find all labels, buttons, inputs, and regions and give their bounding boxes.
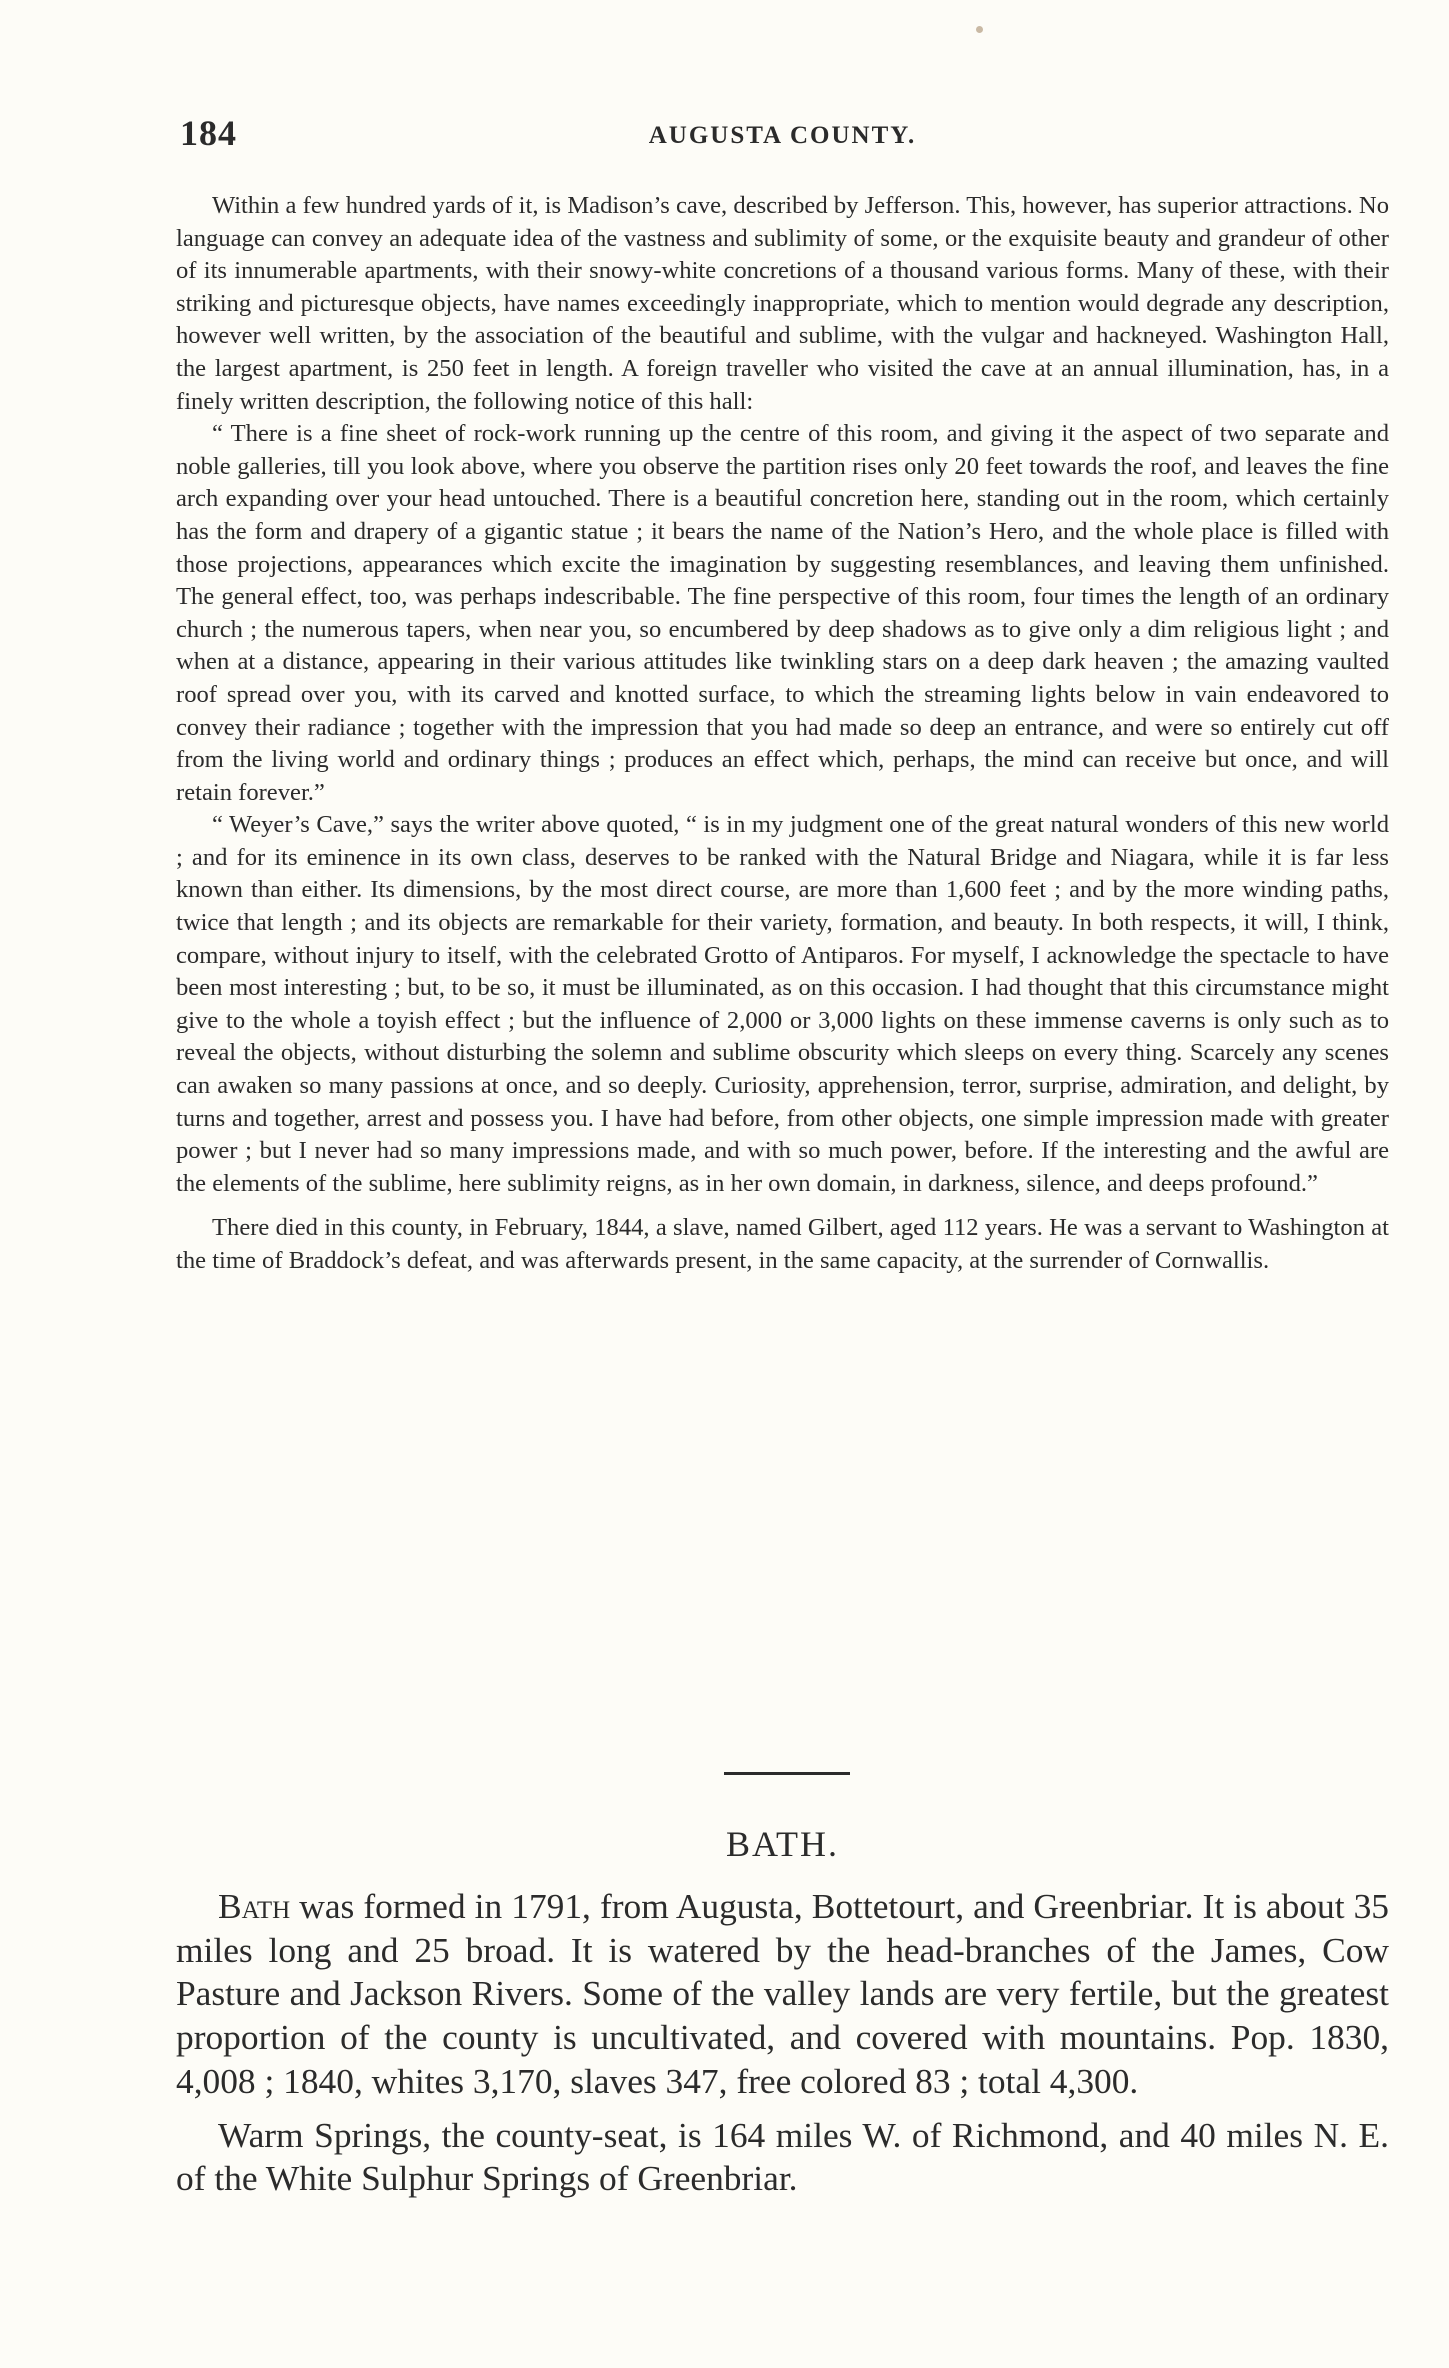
madison-cave-paragraph: Within a few hundred yards of it, is Madison’s cave, described by Jefferson. This, however, has superior attractions. No language can convey an adequate idea of the vastness and sublimity of some, or the exquisite beauty and grandeur of other of its innumerable apartments, with their snowy-white concretions of a thousand various forms. Many of these, with their striking and picturesque objects, have names exceedingly inappropriate, which to mention would degrade any description, however well written, by the association of the beautiful and sublime, with the vulgar and hackneyed. Washington Hall, the largest apartment, is 250 feet in length. A foreign traveller who visited the cave at an annual illumination, has, in a finely written description, the following notice of this hall: xyxy=(176,192,1389,415)
bath-section xyxy=(176,1885,1389,2201)
augusta-section xyxy=(176,190,1389,1278)
bath-formation-text: was formed in 1791, from Augusta, Bottetourt, and Greenbriar. It is about 35 miles long and 25 broad. It is watered by the head-branches of the James, Cow Pasture and Jackson Rivers. Some of the valley lands are very fertile, but the greatest proportion of the county is uncultivated, and covered with mountains. Pop. 1830, 4,008 ; 1840, whites 3,170, slaves 347, free colored 83 ; total 4,300. xyxy=(176,1886,1389,2101)
section-divider xyxy=(724,1772,850,1775)
bath-lead-word: Bath xyxy=(218,1886,291,1926)
bath-heading: BATH. xyxy=(725,1824,839,1864)
book-page xyxy=(176,0,1389,2368)
running-title: AUGUSTA COUNTY. xyxy=(648,122,917,149)
bath-formation-paragraph xyxy=(176,1885,1389,2104)
warm-springs-paragraph: Warm Springs, the county-seat, is 164 miles W. of Richmond, and 40 miles N. E. of the White Sulphur Springs of Greenbriar. xyxy=(176,2114,1389,2199)
gilbert-paragraph: There died in this county, in February, 1844, a slave, named Gilbert, aged 112 years. He was a servant to Washington at the time of Braddock’s defeat, and was afterwards present, in the same capacity, at the surrender of Cornwallis. xyxy=(176,1214,1389,1274)
page-number: 184 xyxy=(180,113,237,153)
hall-quote-paragraph: “ There is a fine sheet of rock-work running up the centre of this room, and giving it the aspect of two separate and noble galleries, till you look above, where you observe the partition rises only 20 feet towards the roof, and leaves the fine arch expanding over your head untouched. There is a beautiful concretion here, standing out in the room, which certainly has the form and drapery of a gigantic statue ; it bears the name of the Nation’s Hero, and the whole place is filled with those projections, appearances which excite the imagination by suggesting resemblances, and leaving them unfinished. The general effect, too, was perhaps indescribable. The fine perspective of this room, four times the length of an ordinary church ; the numerous tapers, when near you, so encumbered by deep shadows as to give only a dim religious light ; and when at a distance, appearing in their various attitudes like twinkling stars on a deep dark heaven ; the amazing vaulted roof spread over you, with its carved and knotted surface, to which the streaming lights below in vain endeavored to convey their radiance ; together with the impression that you had made so deep an entrance, and were so entirely cut off from the living world and ordinary things ; produces an effect which, perhaps, the mind can receive but once, and will retain forever.” xyxy=(176,420,1389,806)
weyers-cave-quote-paragraph: “ Weyer’s Cave,” says the writer above quoted, “ is in my judgment one of the great natural wonders of this new world ; and for its eminence in its own class, deserves to be ranked with the Natural Bridge and Niagara, while it is far less known than either. Its dimensions, by the most direct course, are more than 1,600 feet ; and by the more winding paths, twice that length ; and its objects are remarkable for their variety, formation, and beauty. In both respects, it will, I think, compare, without injury to itself, with the celebrated Grotto of Antiparos. For myself, I acknowledge the spectacle to have been most interesting ; but, to be so, it must be illuminated, as on this occasion. I had thought that this circumstance might give to the whole a toyish effect ; but the influence of 2,000 or 3,000 lights on these immense caverns is only such as to reveal the objects, without disturbing the solemn and sublime obscurity which sleeps on every thing. Scarcely any scenes can awaken so many passions at once, and so deeply. Curiosity, apprehension, terror, surprise, admiration, and delight, by turns and together, arrest and possess you. I have had before, from other objects, one simple impression made with greater power ; but I never had so many impressions made, and with so much power, before. If the interesting and the awful are the elements of the sublime, here sublimity reigns, as in her own domain, in darkness, silence, and deeps profound.” xyxy=(176,811,1389,1197)
running-head xyxy=(176,108,1389,158)
